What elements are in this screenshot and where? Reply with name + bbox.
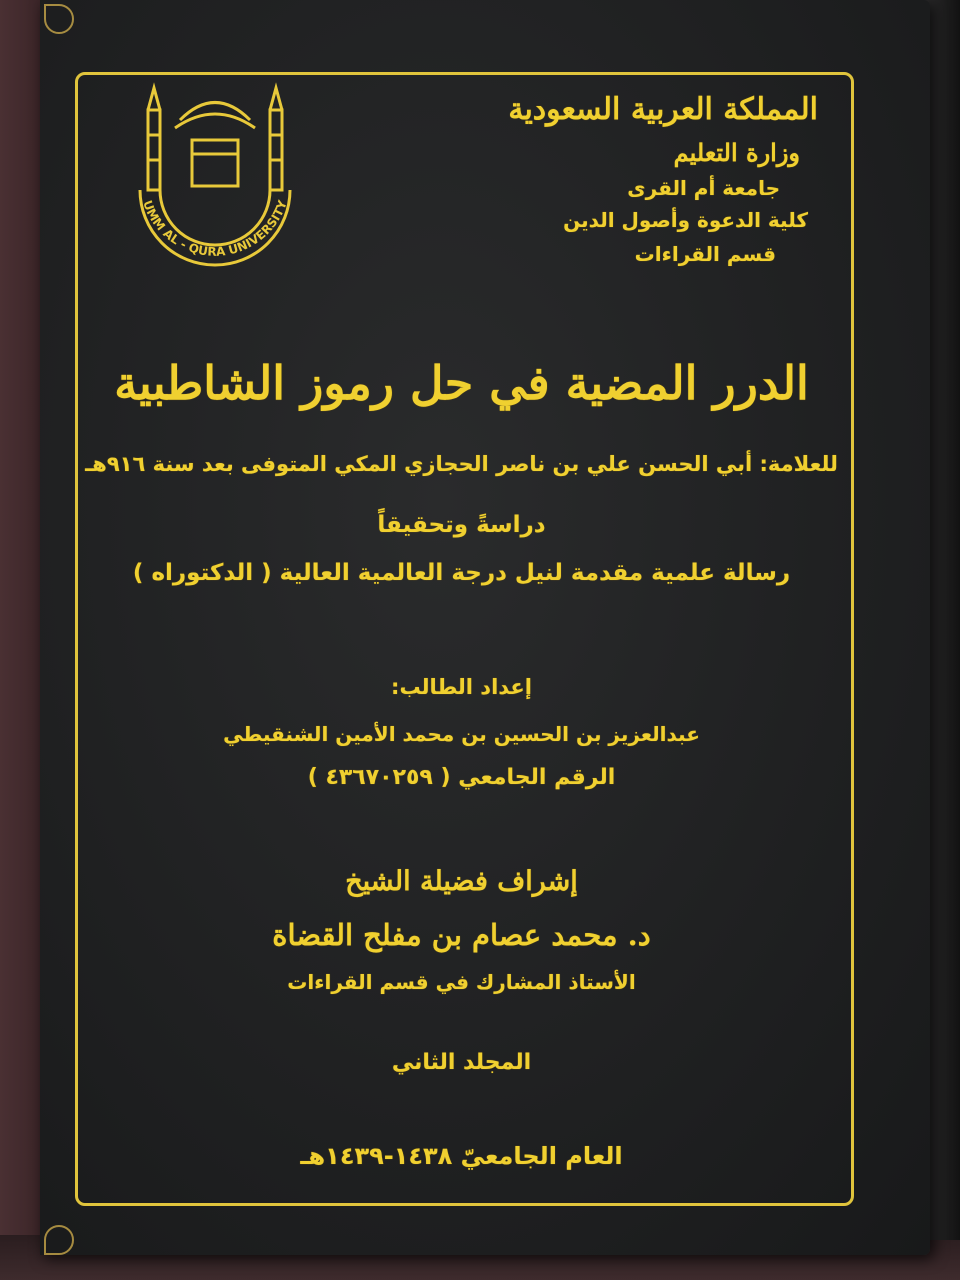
department-name: قسم القراءات (634, 242, 776, 266)
student-label: إعداد الطالب: (391, 675, 532, 699)
academic-year: العام الجامعيّ ١٤٣٨-١٤٣٩هـ (300, 1142, 623, 1170)
book-title: الدرر المضية في حل رموز الشاطبية (114, 356, 809, 410)
college-name: كلية الدعوة وأصول الدين (563, 208, 808, 232)
corner-ornament-icon (44, 1225, 74, 1255)
university-name: جامعة أم القرى (627, 176, 780, 200)
kingdom-name: المملكة العربية السعودية (508, 92, 818, 127)
corner-ornament-icon (44, 4, 74, 34)
student-name: عبدالعزيز بن الحسين بن محمد الأمين الشنقيطي (223, 722, 700, 746)
supervisor-position: الأستاذ المشارك في قسم القراءات (287, 970, 636, 994)
supervisor-name: د. محمد عصام بن مفلح القضاة (272, 918, 651, 952)
emblem-caption: UMM AL - QURA UNIVERSITY (140, 198, 290, 259)
ministry-name: وزارة التعليم (673, 138, 800, 167)
volume-label: المجلد الثاني (391, 1050, 532, 1075)
study-line: دراسةً وتحقيقاً (377, 512, 546, 538)
author-line: للعلامة: أبي الحسن علي بن ناصر الحجازي المكي المتوفى بعد سنة ٩١٦هـ (85, 452, 838, 476)
student-id: الرقم الجامعي ( ٤٣٦٧٠٢٥٩ ) (307, 765, 616, 790)
university-emblem-icon (120, 80, 310, 270)
thesis-line: رسالة علمية مقدمة لنيل درجة العالمية العالية ( الدكتوراه ) (132, 560, 791, 586)
supervisor-label: إشراف فضيلة الشيخ (345, 866, 578, 897)
